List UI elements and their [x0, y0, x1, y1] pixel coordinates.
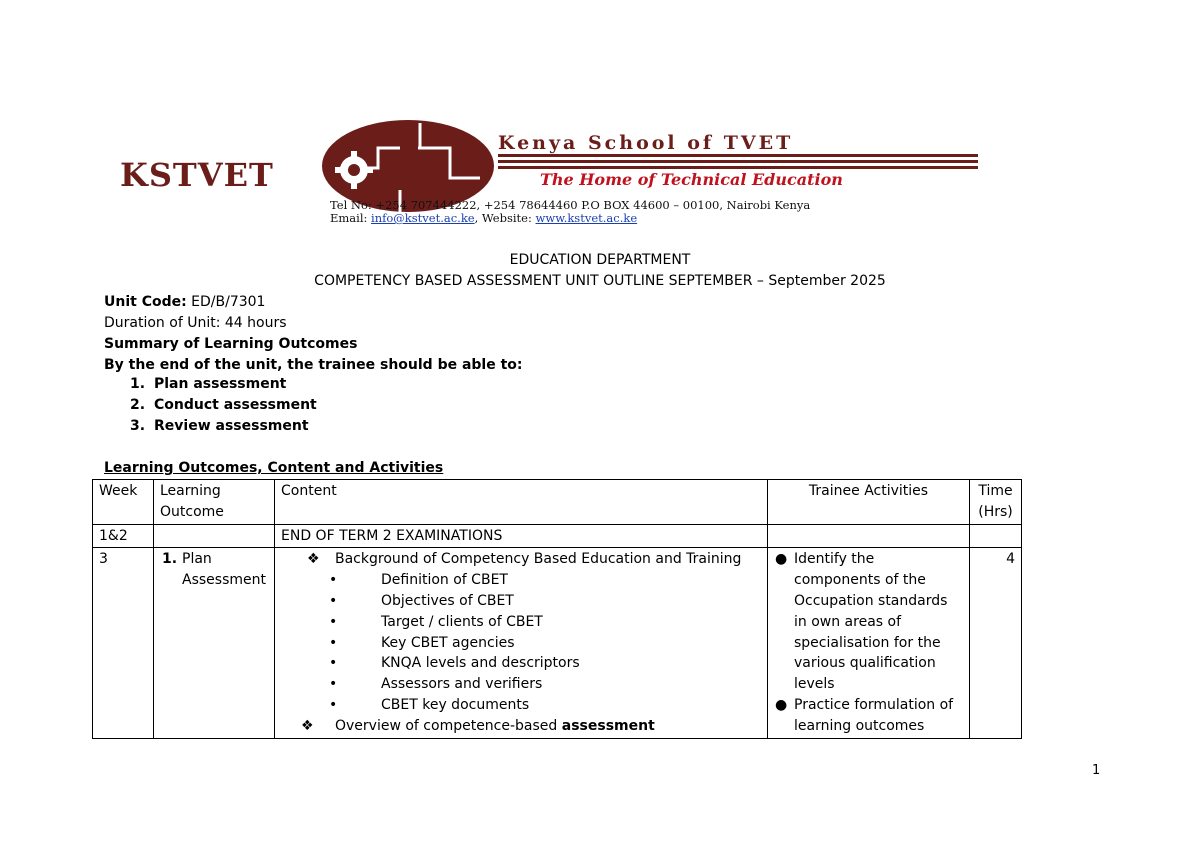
bullet-icon: •: [329, 572, 338, 589]
unit-code: [104, 294, 265, 310]
list-item: [281, 633, 761, 654]
cell-activities: [768, 524, 970, 548]
content-heading: [281, 716, 761, 737]
bullet-icon: •: [329, 676, 338, 693]
header-content: Content: [275, 480, 768, 525]
page-number: 1: [1092, 763, 1101, 778]
outcome-text: Plan Assessment: [182, 551, 266, 589]
list-text: Plan assessment: [154, 376, 287, 392]
list-item: [774, 695, 963, 737]
cell-content: [275, 548, 768, 738]
cell-week: 1&2: [93, 524, 154, 548]
unit-duration: Duration of Unit: 44 hours: [104, 315, 287, 331]
header-learning-outcome: Learning Outcome: [154, 480, 275, 525]
outcomes-list: [130, 374, 317, 437]
list-text: CBET key documents: [381, 696, 530, 713]
list-text: Identify the components of the Occupation standards in own areas of specialisation for the various qualification levels: [794, 551, 948, 693]
email-website-line: [330, 211, 637, 225]
content-heading: [281, 549, 761, 570]
list-text: KNQA levels and descriptors: [381, 655, 580, 672]
institution-tagline: The Home of Technical Education: [540, 170, 843, 189]
list-text: Conduct assessment: [154, 397, 317, 413]
summary-heading: Summary of Learning Outcomes: [104, 336, 358, 352]
list-item: [774, 549, 963, 695]
list-item: [281, 570, 761, 591]
bullet-icon: •: [329, 655, 338, 672]
list-number: 3.: [130, 418, 146, 434]
table-heading: Learning Outcomes, Content and Activities: [104, 460, 444, 476]
header-activities: Trainee Activities: [768, 480, 970, 525]
list-text: Definition of CBET: [381, 572, 508, 589]
bullet-icon: ●: [775, 551, 788, 568]
bullet-icon: ●: [775, 696, 788, 713]
list-text: Target / clients of CBET: [381, 613, 543, 630]
outcome-number: 1.: [162, 551, 178, 568]
list-text: Assessors and verifiers: [381, 676, 543, 693]
list-item: [281, 695, 761, 716]
document-title: COMPETENCY BASED ASSESSMENT UNIT OUTLINE SEPTEMBER – September 2025: [314, 273, 886, 289]
list-item: [281, 653, 761, 674]
list-item: [281, 591, 761, 612]
letterhead: [120, 118, 980, 228]
website-label: , Website:: [474, 211, 536, 225]
diamond-bullet-icon: ❖: [307, 551, 320, 568]
list-item: [130, 416, 317, 437]
website-link[interactable]: www.kstvet.ac.ke: [535, 211, 638, 225]
list-item: [281, 612, 761, 633]
list-number: 1.: [130, 376, 146, 392]
bullet-icon: •: [329, 592, 338, 609]
cell-learning-outcome: [154, 524, 275, 548]
table-row: [93, 548, 1022, 738]
list-text: Key CBET agencies: [381, 634, 515, 651]
table-header-row: [93, 480, 1022, 525]
list-text: Objectives of CBET: [381, 592, 514, 609]
list-item: [130, 395, 317, 416]
email-link[interactable]: info@kstvet.ac.ke: [371, 211, 475, 225]
cell-activities: [768, 548, 970, 738]
cell-learning-outcome: [154, 548, 275, 738]
unit-code-value: ED/B/7301: [186, 294, 266, 310]
content-heading-text: Overview of competence-based: [335, 717, 562, 734]
outline-table: [92, 479, 1022, 739]
content-heading-emphasis: assessment: [561, 717, 655, 734]
bullet-icon: •: [329, 613, 338, 630]
cell-week: 3: [93, 548, 154, 738]
cell-time: 4: [970, 548, 1022, 738]
contact-line: Tel No: +254 707444222, +254 78644460 P.O BOX 44600 – 00100, Nairobi Kenya: [330, 198, 811, 212]
header-time: Time (Hrs): [970, 480, 1022, 525]
cell-time: [970, 524, 1022, 548]
diamond-bullet-icon: ❖: [301, 717, 314, 734]
list-text: Review assessment: [154, 418, 309, 434]
list-item: [130, 374, 317, 395]
letterhead-abbr: KSTVET: [120, 156, 274, 194]
bullet-icon: •: [329, 634, 338, 651]
bullet-icon: •: [329, 696, 338, 713]
institution-name: Kenya School of TVET: [498, 132, 794, 154]
list-text: Practice formulation of learning outcomes: [794, 696, 954, 734]
list-item: [281, 674, 761, 695]
department-title: EDUCATION DEPARTMENT: [509, 252, 691, 268]
unit-code-label: Unit Code:: [104, 294, 187, 310]
outcomes-intro: By the end of the unit, the trainee should be able to:: [104, 357, 523, 373]
content-heading-text: Background of Competency Based Education and Training: [335, 551, 742, 568]
table-row: [93, 524, 1022, 548]
cell-content: END OF TERM 2 EXAMINATIONS: [275, 524, 768, 548]
header-week: Week: [93, 480, 154, 525]
list-number: 2.: [130, 397, 146, 413]
email-label: Email:: [330, 211, 372, 225]
